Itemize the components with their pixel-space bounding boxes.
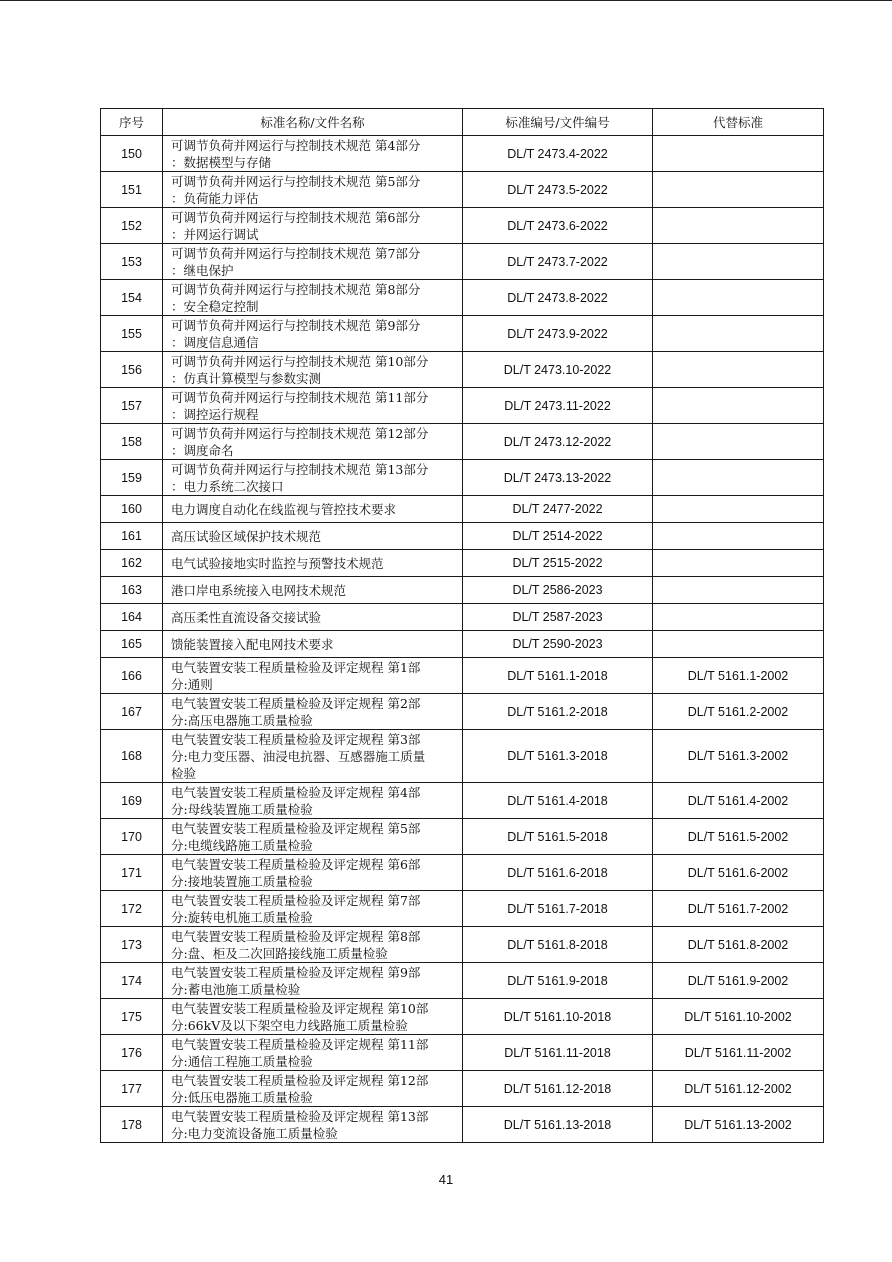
row-code: DL/T 2473.12-2022 bbox=[463, 424, 653, 460]
row-title: 电气装置安装工程质量检验及评定规程 第10部 分:66kV及以下架空电力线路施工质量检验 bbox=[163, 999, 463, 1035]
row-code: DL/T 5161.11-2018 bbox=[463, 1035, 653, 1071]
table-row bbox=[101, 208, 824, 244]
row-number: 163 bbox=[101, 577, 163, 604]
row-number: 170 bbox=[101, 819, 163, 855]
row-title: 电气装置安装工程质量检验及评定规程 第4部 分:母线装置施工质量检验 bbox=[163, 783, 463, 819]
row-number: 176 bbox=[101, 1035, 163, 1071]
table-row bbox=[101, 631, 824, 658]
row-replace bbox=[653, 280, 824, 316]
row-number: 174 bbox=[101, 963, 163, 999]
header-code: 标准编号/文件编号 bbox=[463, 109, 653, 136]
row-title: 电气装置安装工程质量检验及评定规程 第3部 分:电力变压器、油浸电抗器、互感器施工质量 检验 bbox=[163, 730, 463, 783]
table-row bbox=[101, 658, 824, 694]
table-row bbox=[101, 963, 824, 999]
table-row bbox=[101, 694, 824, 730]
row-code: DL/T 2473.5-2022 bbox=[463, 172, 653, 208]
row-title: 电气装置安装工程质量检验及评定规程 第12部 分:低压电器施工质量检验 bbox=[163, 1071, 463, 1107]
table-row bbox=[101, 855, 824, 891]
table-row bbox=[101, 891, 824, 927]
row-code: DL/T 5161.6-2018 bbox=[463, 855, 653, 891]
table-row bbox=[101, 783, 824, 819]
row-code: DL/T 5161.9-2018 bbox=[463, 963, 653, 999]
row-title: 港口岸电系统接入电网技术规范 bbox=[163, 577, 463, 604]
table-row bbox=[101, 136, 824, 172]
row-code: DL/T 2473.10-2022 bbox=[463, 352, 653, 388]
row-code: DL/T 2473.11-2022 bbox=[463, 388, 653, 424]
row-number: 167 bbox=[101, 694, 163, 730]
row-replace: DL/T 5161.9-2002 bbox=[653, 963, 824, 999]
row-replace: DL/T 5161.8-2002 bbox=[653, 927, 824, 963]
row-code: DL/T 5161.5-2018 bbox=[463, 819, 653, 855]
row-title: 可调节负荷并网运行与控制技术规范 第7部分 ：继电保护 bbox=[163, 244, 463, 280]
row-number: 159 bbox=[101, 460, 163, 496]
row-replace bbox=[653, 172, 824, 208]
standards-table bbox=[100, 108, 824, 1143]
row-title: 高压试验区域保护技术规范 bbox=[163, 523, 463, 550]
top-border-line bbox=[0, 0, 892, 1]
row-code: DL/T 2473.6-2022 bbox=[463, 208, 653, 244]
row-number: 164 bbox=[101, 604, 163, 631]
row-code: DL/T 5161.2-2018 bbox=[463, 694, 653, 730]
row-replace: DL/T 5161.10-2002 bbox=[653, 999, 824, 1035]
table-row bbox=[101, 1107, 824, 1143]
row-title: 电气装置安装工程质量检验及评定规程 第13部 分:电力变流设备施工质量检验 bbox=[163, 1107, 463, 1143]
row-code: DL/T 2586-2023 bbox=[463, 577, 653, 604]
table-row bbox=[101, 999, 824, 1035]
row-replace bbox=[653, 550, 824, 577]
table-row bbox=[101, 604, 824, 631]
row-code: DL/T 2473.13-2022 bbox=[463, 460, 653, 496]
table-row bbox=[101, 280, 824, 316]
row-number: 175 bbox=[101, 999, 163, 1035]
row-title: 可调节负荷并网运行与控制技术规范 第9部分 ：调度信息通信 bbox=[163, 316, 463, 352]
row-number: 154 bbox=[101, 280, 163, 316]
row-code: DL/T 5161.12-2018 bbox=[463, 1071, 653, 1107]
row-title: 可调节负荷并网运行与控制技术规范 第13部分 ：电力系统二次接口 bbox=[163, 460, 463, 496]
row-number: 151 bbox=[101, 172, 163, 208]
table-row bbox=[101, 577, 824, 604]
row-replace bbox=[653, 631, 824, 658]
row-number: 169 bbox=[101, 783, 163, 819]
row-code: DL/T 5161.8-2018 bbox=[463, 927, 653, 963]
row-number: 152 bbox=[101, 208, 163, 244]
row-title: 电力调度自动化在线监视与管控技术要求 bbox=[163, 496, 463, 523]
row-replace bbox=[653, 577, 824, 604]
row-replace bbox=[653, 316, 824, 352]
row-number: 153 bbox=[101, 244, 163, 280]
row-title: 电气装置安装工程质量检验及评定规程 第1部 分:通则 bbox=[163, 658, 463, 694]
table-row bbox=[101, 388, 824, 424]
table-row bbox=[101, 927, 824, 963]
row-code: DL/T 2514-2022 bbox=[463, 523, 653, 550]
row-title: 电气装置安装工程质量检验及评定规程 第6部 分:接地装置施工质量检验 bbox=[163, 855, 463, 891]
row-number: 173 bbox=[101, 927, 163, 963]
row-replace bbox=[653, 604, 824, 631]
row-replace: DL/T 5161.4-2002 bbox=[653, 783, 824, 819]
row-code: DL/T 5161.7-2018 bbox=[463, 891, 653, 927]
table-row bbox=[101, 460, 824, 496]
row-code: DL/T 2477-2022 bbox=[463, 496, 653, 523]
row-number: 150 bbox=[101, 136, 163, 172]
row-title: 可调节负荷并网运行与控制技术规范 第5部分 ：负荷能力评估 bbox=[163, 172, 463, 208]
row-code: DL/T 2473.9-2022 bbox=[463, 316, 653, 352]
row-title: 电气装置安装工程质量检验及评定规程 第8部 分:盘、柜及二次回路接线施工质量检验 bbox=[163, 927, 463, 963]
row-replace bbox=[653, 136, 824, 172]
row-replace: DL/T 5161.2-2002 bbox=[653, 694, 824, 730]
row-code: DL/T 2587-2023 bbox=[463, 604, 653, 631]
row-replace: DL/T 5161.5-2002 bbox=[653, 819, 824, 855]
row-replace bbox=[653, 388, 824, 424]
row-replace bbox=[653, 352, 824, 388]
row-code: DL/T 5161.4-2018 bbox=[463, 783, 653, 819]
row-replace: DL/T 5161.11-2002 bbox=[653, 1035, 824, 1071]
row-title: 电气装置安装工程质量检验及评定规程 第5部 分:电缆线路施工质量检验 bbox=[163, 819, 463, 855]
row-code: DL/T 2473.4-2022 bbox=[463, 136, 653, 172]
row-title: 可调节负荷并网运行与控制技术规范 第8部分 ：安全稳定控制 bbox=[163, 280, 463, 316]
row-code: DL/T 2515-2022 bbox=[463, 550, 653, 577]
table-row bbox=[101, 1035, 824, 1071]
header-title: 标准名称/文件名称 bbox=[163, 109, 463, 136]
row-code: DL/T 2473.8-2022 bbox=[463, 280, 653, 316]
row-number: 158 bbox=[101, 424, 163, 460]
row-title: 电气装置安装工程质量检验及评定规程 第11部 分:通信工程施工质量检验 bbox=[163, 1035, 463, 1071]
table-row bbox=[101, 244, 824, 280]
row-title: 电气试验接地实时监控与预警技术规范 bbox=[163, 550, 463, 577]
row-number: 177 bbox=[101, 1071, 163, 1107]
row-number: 172 bbox=[101, 891, 163, 927]
header-no: 序号 bbox=[101, 109, 163, 136]
row-title: 电气装置安装工程质量检验及评定规程 第7部 分:旋转电机施工质量检验 bbox=[163, 891, 463, 927]
row-replace: DL/T 5161.12-2002 bbox=[653, 1071, 824, 1107]
table-row bbox=[101, 352, 824, 388]
row-title: 电气装置安装工程质量检验及评定规程 第2部 分:高压电器施工质量检验 bbox=[163, 694, 463, 730]
row-number: 166 bbox=[101, 658, 163, 694]
row-number: 161 bbox=[101, 523, 163, 550]
row-title: 电气装置安装工程质量检验及评定规程 第9部 分:蓄电池施工质量检验 bbox=[163, 963, 463, 999]
table-row bbox=[101, 496, 824, 523]
row-replace: DL/T 5161.7-2002 bbox=[653, 891, 824, 927]
row-number: 178 bbox=[101, 1107, 163, 1143]
row-replace bbox=[653, 244, 824, 280]
row-number: 160 bbox=[101, 496, 163, 523]
row-title: 高压柔性直流设备交接试验 bbox=[163, 604, 463, 631]
table-row bbox=[101, 316, 824, 352]
header-replace: 代替标准 bbox=[653, 109, 824, 136]
row-replace bbox=[653, 460, 824, 496]
row-code: DL/T 2590-2023 bbox=[463, 631, 653, 658]
row-number: 156 bbox=[101, 352, 163, 388]
row-replace: DL/T 5161.13-2002 bbox=[653, 1107, 824, 1143]
table-row bbox=[101, 172, 824, 208]
row-code: DL/T 5161.13-2018 bbox=[463, 1107, 653, 1143]
row-replace bbox=[653, 208, 824, 244]
table-row bbox=[101, 730, 824, 783]
row-title: 可调节负荷并网运行与控制技术规范 第10部分 ：仿真计算模型与参数实测 bbox=[163, 352, 463, 388]
table-row bbox=[101, 523, 824, 550]
table-row bbox=[101, 424, 824, 460]
row-title: 可调节负荷并网运行与控制技术规范 第11部分 ：调控运行规程 bbox=[163, 388, 463, 424]
table-header-row bbox=[101, 109, 824, 136]
row-number: 165 bbox=[101, 631, 163, 658]
page-number: 41 bbox=[438, 1172, 454, 1187]
row-title: 可调节负荷并网运行与控制技术规范 第6部分 ：并网运行调试 bbox=[163, 208, 463, 244]
row-replace bbox=[653, 424, 824, 460]
row-replace: DL/T 5161.6-2002 bbox=[653, 855, 824, 891]
row-title: 可调节负荷并网运行与控制技术规范 第4部分 ：数据模型与存储 bbox=[163, 136, 463, 172]
table-row bbox=[101, 1071, 824, 1107]
table-body bbox=[101, 136, 824, 1143]
row-number: 171 bbox=[101, 855, 163, 891]
row-number: 162 bbox=[101, 550, 163, 577]
row-code: DL/T 5161.10-2018 bbox=[463, 999, 653, 1035]
row-replace: DL/T 5161.3-2002 bbox=[653, 730, 824, 783]
row-code: DL/T 2473.7-2022 bbox=[463, 244, 653, 280]
row-replace bbox=[653, 496, 824, 523]
row-replace: DL/T 5161.1-2002 bbox=[653, 658, 824, 694]
row-replace bbox=[653, 523, 824, 550]
row-title: 馈能装置接入配电网技术要求 bbox=[163, 631, 463, 658]
row-number: 157 bbox=[101, 388, 163, 424]
row-number: 155 bbox=[101, 316, 163, 352]
row-code: DL/T 5161.3-2018 bbox=[463, 730, 653, 783]
table-row bbox=[101, 550, 824, 577]
row-code: DL/T 5161.1-2018 bbox=[463, 658, 653, 694]
row-title: 可调节负荷并网运行与控制技术规范 第12部分 ：调度命名 bbox=[163, 424, 463, 460]
row-number: 168 bbox=[101, 730, 163, 783]
table-row bbox=[101, 819, 824, 855]
